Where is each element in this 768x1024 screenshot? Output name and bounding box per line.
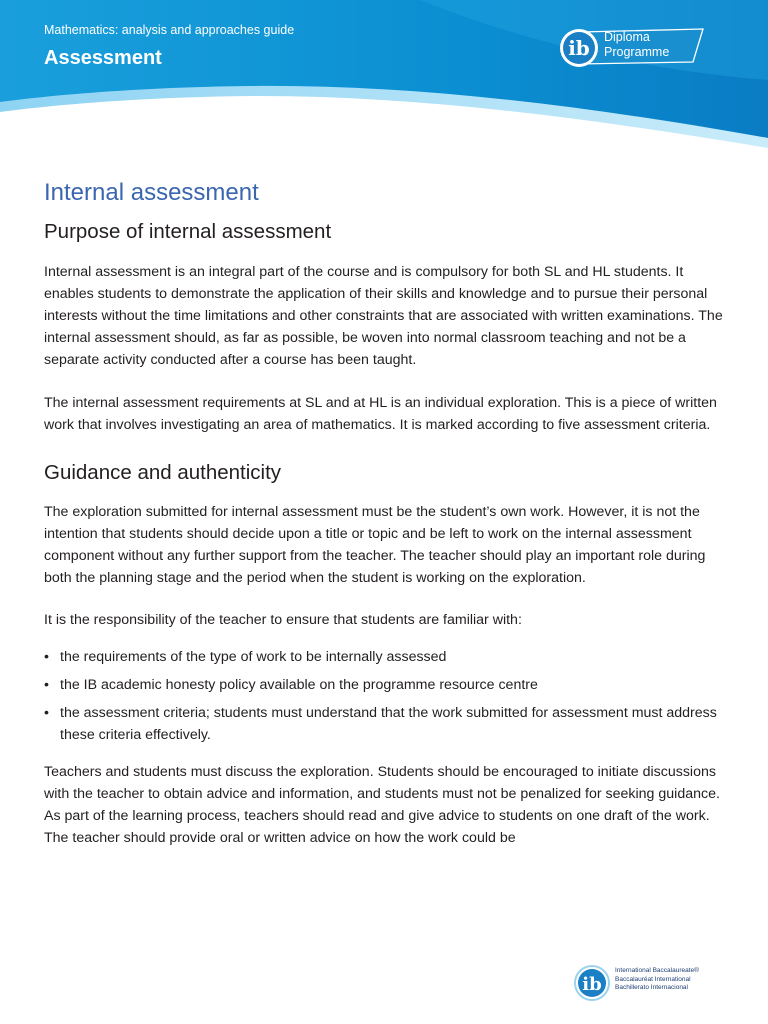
ib-footer-mark: ib [582, 974, 602, 995]
logo-line-programme: Programme [604, 45, 670, 59]
ib-mark: ib [568, 36, 590, 60]
org-name-es: Bachillerato Internacional [615, 984, 688, 991]
list-item-text: the requirements of the type of work to be internally assessed [60, 649, 447, 665]
bullet-icon: • [44, 649, 49, 665]
closing-paragraph: Teachers and students must discuss the exploration. Students should be encouraged to initiate discussions with the teacher to obtain advice and information, and students must not be penalized for seeking guidance. As part of the learning process, teachers should read and give advice to students on one draft of the work. The teacher should provide oral or written advice on how the work could be [44, 764, 720, 846]
list-item [44, 674, 724, 696]
logo-line-diploma: Diploma [604, 30, 650, 44]
logo-text [604, 30, 669, 60]
list-item-text: the assessment criteria; students must understand that the work submitted for assessment must address these criteria effectively. [60, 705, 717, 743]
guide-title: Mathematics: analysis and approaches guide [44, 23, 295, 37]
list-item [44, 646, 724, 668]
bullet-icon: • [44, 705, 49, 721]
org-name-fr: Baccalauréat International [615, 975, 691, 983]
org-name-en: International Baccalaureate® [615, 967, 699, 974]
bullet-icon: • [44, 677, 49, 693]
organization-names [615, 967, 699, 993]
guidance-subheading: Guidance and authenticity [44, 461, 282, 484]
purpose-subheading: Purpose of internal assessment [44, 220, 332, 243]
list-item-text: the IB academic honesty policy available on the programme resource centre [60, 677, 538, 693]
page-header [0, 0, 768, 150]
guidance-paragraph: It is the responsibility of the teacher to ensure that students are familiar with: [44, 612, 522, 628]
familiarity-list [44, 646, 724, 746]
page-heading: Internal assessment [44, 179, 259, 206]
list-item [44, 702, 724, 746]
purpose-paragraph: Internal assessment is an integral part of the course and is compulsory for both SL and HL students. It enables students to demonstrate the application of their skills and knowledge and to pursue their personal interests without the time limitations and other constraints that are associated with written examinations. The internal assessment should, as far as possible, be woven into normal classroom teaching and not be a separate activity conducted after a course has been taught. [44, 264, 723, 368]
section-title: Assessment [44, 47, 162, 69]
main-content [44, 176, 724, 849]
ib-footer-mark-shape [574, 963, 614, 1003]
ib-organization-logo [574, 963, 714, 1003]
guidance-paragraph: The exploration submitted for internal assessment must be the student’s own work. However, it is not the intention that students should decide upon a title or topic and be left to work on the internal assessment component without any further support from the teacher. The teacher should play an important role during both the planning stage and the period when the student is working on the exploration. [44, 504, 706, 586]
purpose-paragraph: The internal assessment requirements at SL and at HL is an individual exploration. This is a piece of written work that involves investigating an area of mathematics. It is marked according to five assessment criteria. [44, 395, 717, 433]
ib-diploma-programme-logo [557, 26, 705, 72]
